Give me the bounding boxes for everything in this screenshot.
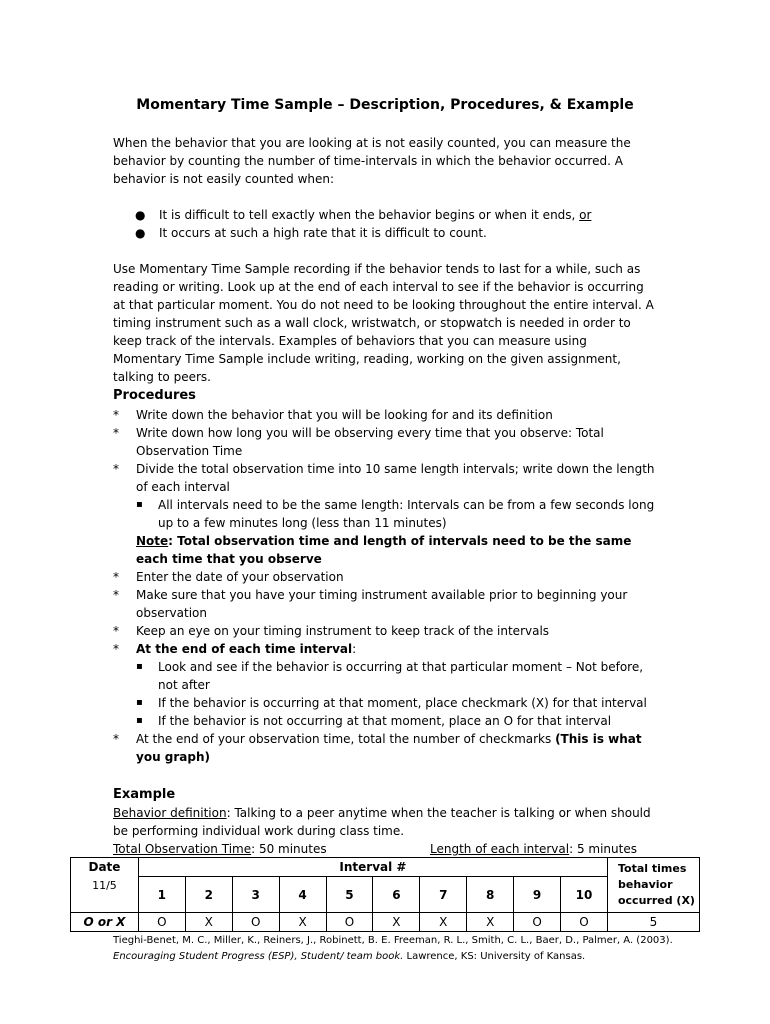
observation-table bbox=[70, 857, 700, 932]
procedure-text: Write down the behavior that you will be looking for and its definition bbox=[136, 408, 553, 422]
interval-length-value: : 5 minutes bbox=[569, 842, 637, 856]
procedure-text: Make sure that you have your timing instrument available prior to beginning your observation bbox=[136, 588, 628, 620]
table-header-row bbox=[71, 858, 700, 877]
asterisk-icon: * bbox=[113, 732, 119, 746]
interval-mark: X bbox=[467, 913, 514, 932]
intro-paragraph: When the behavior that you are looking at is not easily counted, you can measure the behavior by counting the number of time-intervals in which the behavior occurred. A behavior is not easily counted when: bbox=[113, 136, 631, 186]
note bbox=[136, 532, 656, 568]
bullet-text: It occurs at such a high rate that it is difficult to count. bbox=[159, 226, 487, 240]
row-label: O or X bbox=[71, 913, 139, 932]
procedure-bold-text: At the end of each time interval bbox=[136, 642, 353, 656]
procedures-heading: Procedures bbox=[113, 388, 196, 403]
interval-number: 7 bbox=[420, 877, 467, 913]
date-value: 11/5 bbox=[71, 877, 139, 913]
behavior-definition-label: Behavior definition bbox=[113, 806, 227, 820]
asterisk-icon: * bbox=[113, 570, 119, 584]
citation-authors: Tieghi-Benet, M. C., Miller, K., Reiners, J., Robinett, B. E. Freeman, R. L., Smith, C. L., Baer, D., Palmer, A. (2003). bbox=[113, 935, 673, 946]
note-text: : Total observation time and length of intervals need to be the same each time that you observe bbox=[136, 534, 632, 566]
example-heading: Example bbox=[113, 787, 176, 802]
interval-number: 10 bbox=[561, 877, 608, 913]
substep-text: If the behavior is occurring at that moment, place checkmark (X) for that interval bbox=[158, 696, 647, 710]
substep-text: If the behavior is not occurring at that moment, place an O for that interval bbox=[158, 714, 612, 728]
interval-mark: X bbox=[373, 913, 420, 932]
square-bullet-icon: ▪ bbox=[136, 715, 143, 726]
bullet-text: It is difficult to tell exactly when the behavior begins or when it ends, bbox=[159, 208, 580, 222]
interval-number: 4 bbox=[279, 877, 326, 913]
table-number-row bbox=[71, 877, 700, 913]
interval-mark: O bbox=[561, 913, 608, 932]
interval-length bbox=[430, 840, 637, 858]
date-header: Date bbox=[71, 858, 139, 877]
behavior-definition-text: : Talking to a peer anytime when the teacher is talking or when should be performing individual work during class time. bbox=[113, 806, 651, 838]
behavior-definition bbox=[113, 804, 658, 840]
citation-title: Encouraging Student Progress (ESP), Student/ team book. bbox=[113, 951, 404, 962]
asterisk-icon: * bbox=[113, 462, 119, 476]
interval-mark: O bbox=[326, 913, 373, 932]
asterisk-icon: * bbox=[113, 588, 119, 602]
citation-publisher: Lawrence, KS: University of Kansas. bbox=[403, 951, 586, 962]
procedure-text: : bbox=[352, 642, 357, 656]
interval-number: 2 bbox=[185, 877, 232, 913]
asterisk-icon: * bbox=[113, 642, 119, 656]
procedure-text: At the end of your observation time, total the number of checkmarks bbox=[136, 732, 556, 746]
total-value: 5 bbox=[607, 913, 699, 932]
square-bullet-icon: ▪ bbox=[136, 697, 143, 708]
interval-mark: O bbox=[514, 913, 561, 932]
procedure-bold-text: (This is what you graph) bbox=[136, 732, 642, 764]
interval-number: 3 bbox=[232, 877, 279, 913]
interval-number: 8 bbox=[467, 877, 514, 913]
procedure-text: Divide the total observation time into 10 same length intervals; write down the length of each interval bbox=[136, 462, 655, 494]
interval-number: 5 bbox=[326, 877, 373, 913]
total-observation-value: : 50 minutes bbox=[251, 842, 327, 856]
bullet-dot-icon: ● bbox=[135, 208, 146, 222]
table-mark-row bbox=[71, 913, 700, 932]
interval-mark: O bbox=[232, 913, 279, 932]
citation bbox=[113, 933, 713, 965]
total-observation-label: Total Observation Time bbox=[113, 842, 252, 856]
bullet-or: or bbox=[579, 208, 592, 222]
page-title: Momentary Time Sample – Description, Procedures, & Example bbox=[136, 97, 634, 113]
interval-length-label: Length of each interval bbox=[430, 842, 570, 856]
usage-paragraph: Use Momentary Time Sample recording if the behavior tends to last for a while, such as reading or writing. Look up at the end of each interval to see if the behavior is occurring at that particular moment. You do not need to be looking throughout the entire interval. A timing instrument such as a wall clock, wristwatch, or stopwatch is needed in order to keep track of the intervals. Examples of behaviors that you can measure using Momentary Time Sample include writing, reading, working on the given assignment, talking to peers. bbox=[113, 262, 654, 384]
substep-text: Look and see if the behavior is occurring at that particular moment – Not before, not after bbox=[158, 660, 644, 692]
interval-mark: X bbox=[279, 913, 326, 932]
asterisk-icon: * bbox=[113, 408, 119, 422]
substep-text: All intervals need to be the same length: Intervals can be from a few seconds long up to a few minutes long (less than 11 minutes) bbox=[158, 498, 655, 530]
interval-number: 1 bbox=[138, 877, 185, 913]
interval-number: 9 bbox=[514, 877, 561, 913]
procedure-text: Keep an eye on your timing instrument to keep track of the intervals bbox=[136, 624, 550, 638]
note-label: Note bbox=[136, 534, 169, 548]
total-header: Total times behavior occurred (X) bbox=[607, 858, 699, 913]
square-bullet-icon: ▪ bbox=[136, 661, 143, 672]
interval-header: Interval # bbox=[138, 858, 607, 877]
procedure-text: Enter the date of your observation bbox=[136, 570, 344, 584]
asterisk-icon: * bbox=[113, 426, 119, 440]
procedure-text: Write down how long you will be observing every time that you observe: Total Observation Time bbox=[136, 426, 604, 458]
total-observation-time bbox=[113, 840, 327, 858]
interval-mark: X bbox=[185, 913, 232, 932]
interval-number: 6 bbox=[373, 877, 420, 913]
interval-mark: X bbox=[420, 913, 467, 932]
asterisk-icon: * bbox=[113, 624, 119, 638]
square-bullet-icon: ▪ bbox=[136, 499, 143, 510]
bullet-dot-icon: ● bbox=[135, 226, 146, 240]
interval-mark: O bbox=[138, 913, 185, 932]
